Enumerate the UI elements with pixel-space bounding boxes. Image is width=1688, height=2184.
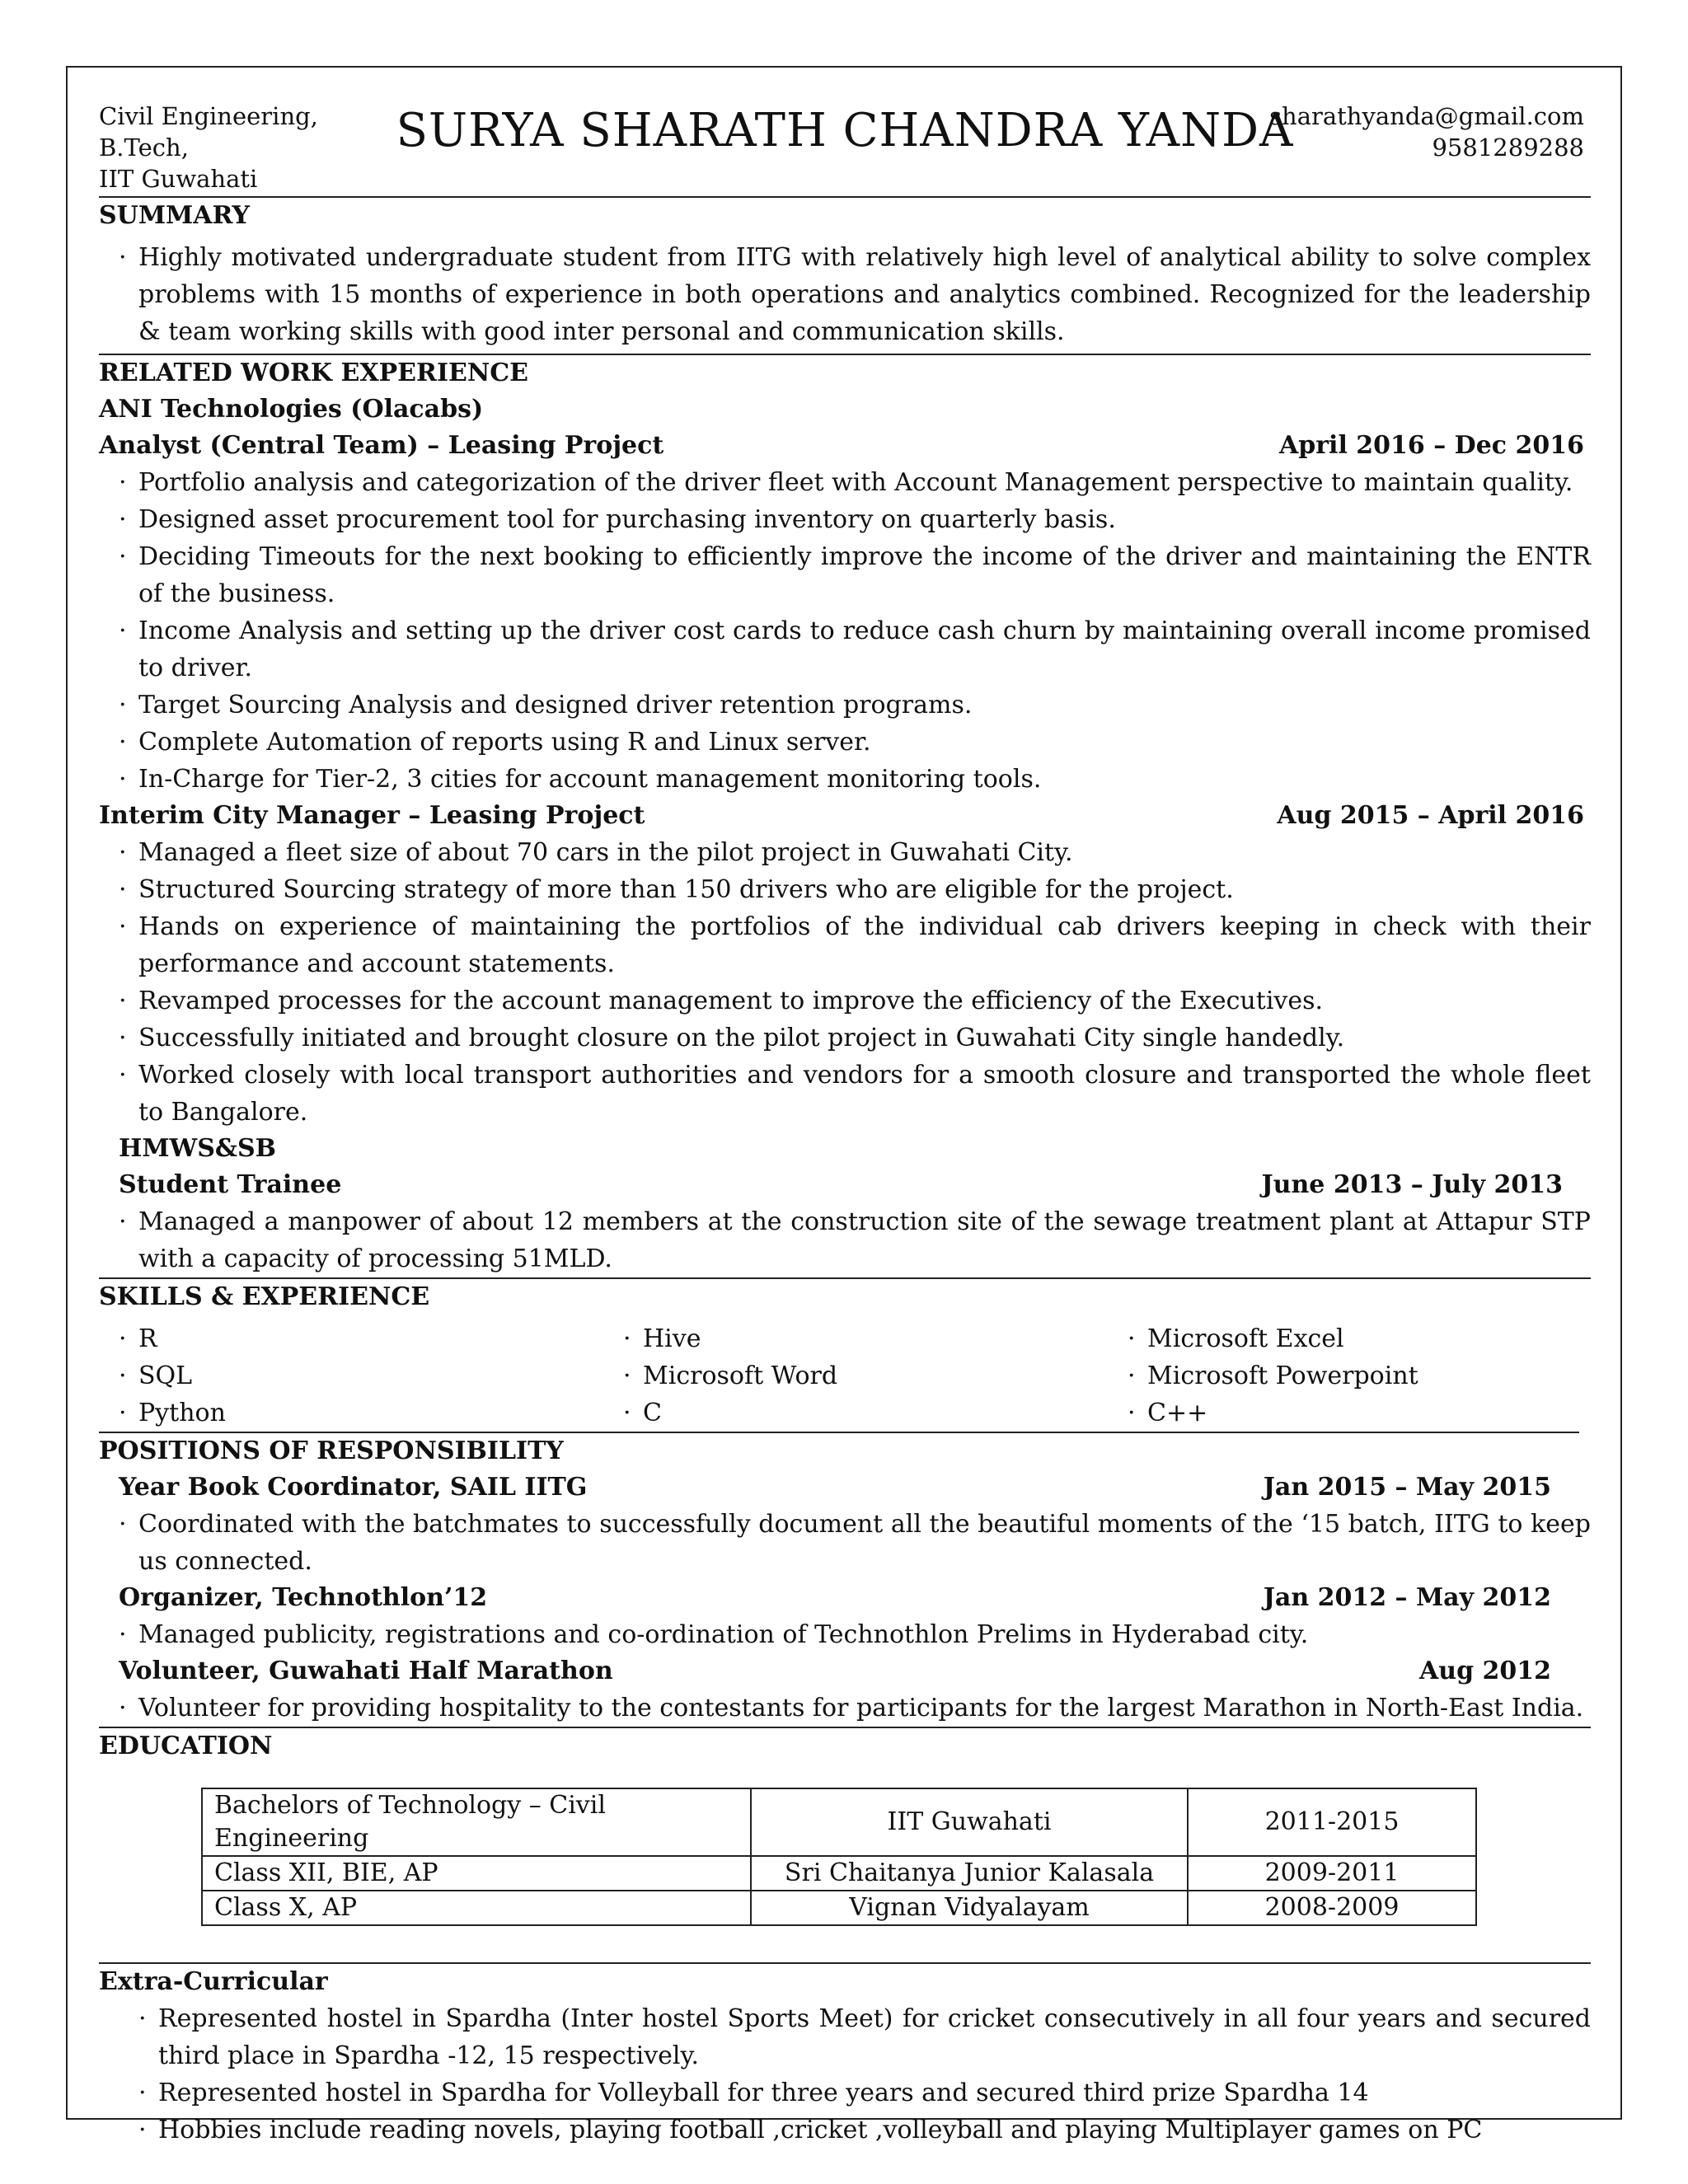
role-dates: June 2013 – July 2013 [1261,1170,1563,1199]
position-bullets [99,1616,1591,1653]
list-item: · Managed a fleet size of about 70 cars in the pilot project in Guwahati City. [99,834,1591,871]
list-item: · Volunteer for providing hospitality to the contestants for participants for the largest Marathon in North-East India. [99,1690,1591,1727]
company-name: HMWS&SB [119,1134,277,1163]
position-title: Year Book Coordinator, SAIL IITG [119,1473,588,1502]
company-name: ANI Technologies (Olacabs) [99,395,484,424]
position-title: Organizer, Technothlon’12 [119,1583,488,1612]
position-dates: Aug 2012 [1418,1657,1551,1685]
list-item: · Worked closely with local transport authorities and vendors for a smooth closure and transported the whole fleet to Bangalore. [99,1057,1591,1131]
role-row [99,428,1591,464]
position-bullets [99,1506,1591,1580]
education-heading: EDUCATION [99,1732,273,1760]
education-table [201,1788,1477,1926]
degree-cell: Bachelors of Technology – Civil Engineering [202,1788,751,1856]
position-row [99,1469,1591,1506]
degree-cell: Class XII, BIE, AP [202,1856,751,1891]
list-item: · Structured Sourcing strategy of more than 150 drivers who are eligible for the project. [99,871,1591,908]
summary-heading: SUMMARY [99,201,250,230]
skill-item: · Microsoft Excel [1108,1320,1569,1357]
position-dates: Jan 2012 – May 2012 [1263,1583,1551,1612]
resume-document [99,97,1591,2149]
list-item: · Hobbies include reading novels, playing football ,cricket ,volleyball and playing Multiplayer games on PC [99,2111,1591,2149]
summary-list [99,239,1591,350]
list-item: · Represented hostel in Spardha for Volleyball for three years and secured third prize Spardha 14 [99,2074,1591,2111]
degree-line: IIT Guwahati [99,165,258,193]
institute-cell: Sri Chaitanya Junior Kalasala [751,1856,1188,1891]
list-item: · Managed publicity, registrations and co-ordination of Technothlon Prelims in Hyderabad city. [99,1616,1591,1653]
list-item: · Hands on experience of maintaining the portfolios of the individual cab drivers keeping in check with their performance and account statements. [99,908,1591,982]
contact-info [1269,101,1584,163]
role-row [99,798,1591,834]
years-cell: 2011-2015 [1188,1788,1476,1856]
skill-item: · Hive [603,1320,1108,1357]
list-item: · Revamped processes for the account management to improve the efficiency of the Executives. [99,982,1591,1019]
role-bullets [99,1203,1591,1277]
skill-item: · R [99,1320,603,1357]
years-cell: 2008-2009 [1188,1891,1476,1925]
position-dates: Jan 2015 – May 2015 [1263,1473,1551,1502]
resume-header [99,97,1591,196]
position-row [99,1653,1591,1690]
list-item: · Complete Automation of reports using R and Linux server. [99,724,1591,761]
skills-heading: SKILLS & EXPERIENCE [99,1282,430,1311]
table-row [202,1788,1476,1856]
degree-line: B.Tech, [99,134,189,162]
list-item: · Successfully initiated and brought closure on the pilot project in Guwahati City single handedly. [99,1019,1591,1057]
position-row [99,1580,1591,1616]
extra-bullets [99,2000,1591,2149]
skill-item: · Python [99,1394,603,1432]
list-item: · Designed asset procurement tool for purchasing inventory on quarterly basis. [99,501,1591,538]
list-item: · Coordinated with the batchmates to successfully document all the beautiful moments of the ‘15 batch, IITG to keep us connected. [99,1506,1591,1580]
role-title: Student Trainee [119,1170,342,1199]
role-dates: Aug 2015 – April 2016 [1277,801,1584,830]
table-row [202,1856,1476,1891]
degree-line: Civil Engineering, [99,102,318,130]
skill-item: · SQL [99,1357,603,1394]
list-item: · In-Charge for Tier-2, 3 cities for account management monitoring tools. [99,761,1591,798]
position-title: Volunteer, Guwahati Half Marathon [119,1657,613,1685]
role-row [99,1167,1591,1203]
phone-text: 9581289288 [1432,134,1584,162]
institute-cell: Vignan Vidyalayam [751,1891,1188,1925]
role-bullets [99,834,1591,1131]
position-bullets [99,1690,1591,1727]
table-row [202,1891,1476,1925]
list-item: · Deciding Timeouts for the next booking to efficiently improve the income of the driver and maintaining the ENTR of the business. [99,538,1591,612]
skill-item: · C [603,1394,1108,1432]
candidate-name: SURYA SHARATH CHANDRA YANDA [396,104,1294,157]
degree-cell: Class X, AP [202,1891,751,1925]
list-item: · Represented hostel in Spardha (Inter hostel Sports Meet) for cricket consecutively in all four years and secured third place in Spardha -12, 15 respectively. [99,2000,1591,2074]
skill-item: · Microsoft Powerpoint [1108,1357,1569,1394]
list-item: · Managed a manpower of about 12 members at the construction site of the sewage treatment plant at Attapur STP with a capacity of processing 51MLD. [99,1203,1591,1277]
role-dates: April 2016 – Dec 2016 [1279,431,1584,460]
list-item: · Target Sourcing Analysis and designed driver retention programs. [99,687,1591,724]
role-title: Interim City Manager – Leasing Project [99,801,645,830]
institute-cell: IIT Guwahati [751,1788,1188,1856]
role-bullets [99,464,1591,798]
role-title: Analyst (Central Team) – Leasing Project [99,431,664,460]
positions-heading: POSITIONS OF RESPONSIBILITY [99,1436,564,1465]
skill-item: · C++ [1108,1394,1569,1432]
skill-item: · Microsoft Word [603,1357,1108,1394]
skills-grid [99,1320,1591,1432]
list-item: · Income Analysis and setting up the driver cost cards to reduce cash churn by maintaining overall income promised to driver. [99,612,1591,687]
work-heading: RELATED WORK EXPERIENCE [99,359,529,387]
list-item: · Portfolio analysis and categorization of the driver fleet with Account Management perspective to maintain quality. [99,464,1591,501]
extra-heading: Extra-Curricular [99,1967,328,1996]
summary-item: · Highly motivated undergraduate student from IITG with relatively high level of analytical ability to solve complex problems with 15 months of experience in both operations and analytics combined. Recognized for the leadership & team working skills with good inter personal and communication skills. [99,239,1591,350]
email-text: sharathyanda@gmail.com [1269,102,1584,130]
years-cell: 2009-2011 [1188,1856,1476,1891]
